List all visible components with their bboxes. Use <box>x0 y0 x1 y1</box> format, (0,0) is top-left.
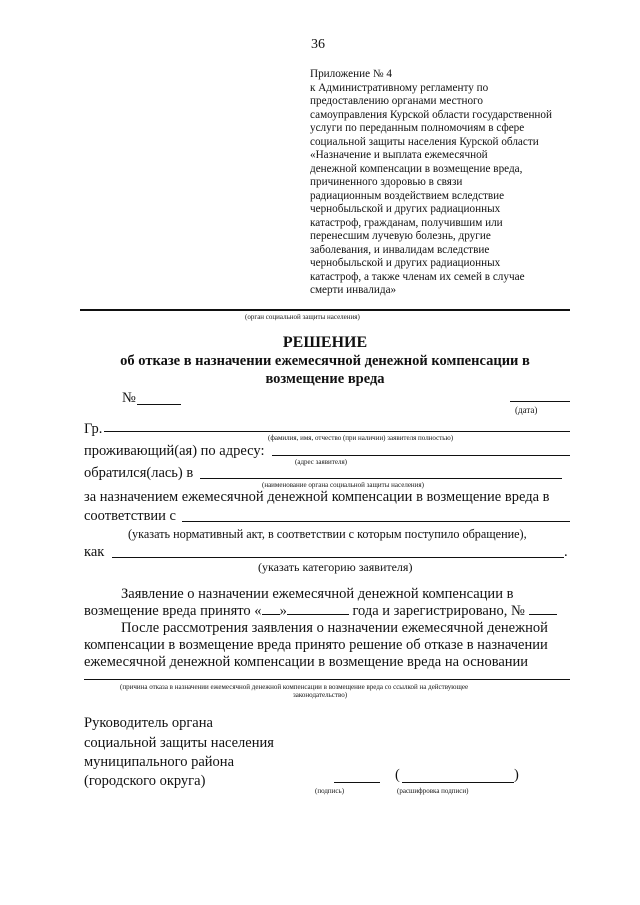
reason-caption-1: (причина отказа в назначении ежемесячной денежной компенсации в возмещение вреда со ссылкой на действующее <box>120 683 469 691</box>
applied-line <box>200 478 562 479</box>
registered-text: года и зарегистрировано, № <box>348 603 525 619</box>
decryption-caption: (расшифровка подписи) <box>397 787 469 795</box>
applied-caption: (наименование органа социальной защиты населения) <box>262 481 424 489</box>
reason-caption-2: законодательство) <box>293 691 348 699</box>
paragraph1-line1: Заявление о назначении ежемесячной денежной компенсации в <box>121 586 514 602</box>
signature-caption: (подпись) <box>315 787 345 795</box>
head-line1: Руководитель органа <box>84 715 213 731</box>
accordance-line <box>182 521 570 522</box>
page-number: 36 <box>311 37 325 52</box>
appendix-block: Приложение № 4 к Административному регламенту по предоставлению органами местного самоуправления Курской области государственной услуги по переданным полномочиям в сфере социальной защиты населения Курской области «Назначение и выплата ежемесячной денежной компенсации в возмещение вреда, причиненного здоровью в связи радиационным воздействием вследствие чернобыльской и других радиационных катастроф, гражданам, получившим или перенесшим лучевую болезнь, другие заболевания, и инвалидам вследствие чернобыльской и других радиационных катастроф, а также членам их семей в случае смерти инвалида» <box>310 68 552 296</box>
accepted-day-blank <box>262 614 280 615</box>
org-line <box>80 309 570 311</box>
head-line2: социальной защиты населения <box>84 735 274 751</box>
paragraph2-line1: После рассмотрения заявления о назначении ежемесячной денежной <box>121 620 548 636</box>
purpose-line: за назначением ежемесячной денежной компенсации в возмещение вреда в <box>84 489 550 505</box>
address-caption: (адрес заявителя) <box>295 458 347 466</box>
number-line <box>137 404 181 405</box>
number-label: № <box>122 390 136 406</box>
normative-caption: (указать нормативный акт, в соответствии с которым поступило обращение), <box>128 527 527 541</box>
citizen-line <box>104 431 570 432</box>
signature-line <box>334 782 380 783</box>
citizen-caption: (фамилия, имя, отчество (при наличии) заявителя полностью) <box>268 434 454 442</box>
date-caption: (дата) <box>515 405 538 415</box>
accepted-quote-close: » <box>279 603 287 619</box>
org-caption: (орган социальной защиты населения) <box>245 313 360 321</box>
as-period: . <box>564 544 568 560</box>
head-line3: муниципального района <box>84 754 234 770</box>
document-subtitle-line2: возмещение вреда <box>265 371 385 387</box>
as-line <box>112 557 564 558</box>
address-line <box>272 455 570 456</box>
reason-line <box>84 679 570 680</box>
decryption-line <box>402 782 514 783</box>
as-label: как <box>84 544 105 560</box>
accepted-text: возмещение вреда принято « <box>84 603 262 619</box>
paragraph2-line2: компенсации в возмещение вреда принято решение об отказе в назначении <box>84 637 548 653</box>
category-caption: (указать категорию заявителя) <box>258 560 413 574</box>
paragraph1-line2 <box>84 602 557 620</box>
citizen-label: Гр. <box>84 421 103 437</box>
applied-label: обратился(лась) в <box>84 465 194 481</box>
document-title: РЕШЕНИЕ <box>282 334 368 351</box>
paragraph2-line3: ежемесячной денежной компенсации в возмещение вреда на основании <box>84 654 529 670</box>
decryption-open: ( <box>395 767 400 783</box>
address-label: проживающий(ая) по адресу: <box>84 443 265 459</box>
decryption-close: ) <box>514 767 519 783</box>
head-line4: (городского округа) <box>84 773 206 789</box>
accordance-label: соответствии с <box>84 508 176 524</box>
registration-number-blank <box>529 614 557 615</box>
accepted-month-blank <box>287 614 349 615</box>
date-line <box>510 401 570 402</box>
document-subtitle-line1: об отказе в назначении ежемесячной денежной компенсации в <box>120 353 530 369</box>
